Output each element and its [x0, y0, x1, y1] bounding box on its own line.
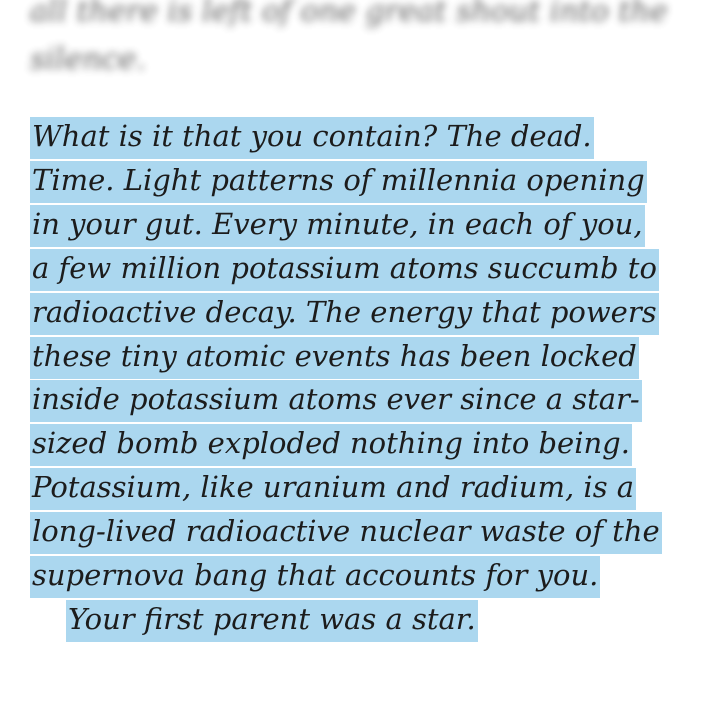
highlighted-text[interactable]: supernova bang that accounts for you.	[30, 556, 600, 598]
previous-paragraph-blurred	[30, 0, 690, 84]
highlighted-text[interactable]: long-lived radioactive nuclear waste of the	[30, 512, 662, 554]
passage-line-indented	[30, 598, 700, 642]
passage-line	[30, 422, 700, 466]
passage-line	[30, 159, 700, 203]
passage-line	[30, 510, 700, 554]
highlighted-text[interactable]: in your gut. Every minute, in each of you,	[30, 205, 645, 247]
highlighted-text[interactable]: What is it that you contain? The dead.	[30, 117, 594, 159]
highlighted-text[interactable]: radioactive decay. The energy that powers	[30, 293, 659, 335]
passage-line	[30, 115, 700, 159]
blurred-line: silence.	[30, 42, 146, 77]
passage-line	[30, 466, 700, 510]
highlighted-text[interactable]: Time. Light patterns of millennia opening	[30, 161, 647, 203]
passage-line	[30, 378, 700, 422]
highlighted-text[interactable]: these tiny atomic events has been locked	[30, 337, 639, 379]
highlighted-text[interactable]: a few million potassium atoms succumb to	[30, 249, 659, 291]
passage-line	[30, 247, 700, 291]
passage-line	[30, 554, 700, 598]
highlighted-text[interactable]: Your first parent was a star.	[66, 600, 478, 642]
passage-line	[30, 203, 700, 247]
passage-line	[30, 291, 700, 335]
highlighted-text[interactable]: sized bomb exploded nothing into being.	[30, 424, 632, 466]
passage-line	[30, 335, 700, 379]
highlighted-text[interactable]: inside potassium atoms ever since a star-	[30, 380, 642, 422]
blurred-line: all there is left of one great shout into the	[30, 0, 668, 29]
highlighted-passage[interactable]	[30, 115, 700, 642]
highlighted-text[interactable]: Potassium, like uranium and radium, is a	[30, 468, 636, 510]
